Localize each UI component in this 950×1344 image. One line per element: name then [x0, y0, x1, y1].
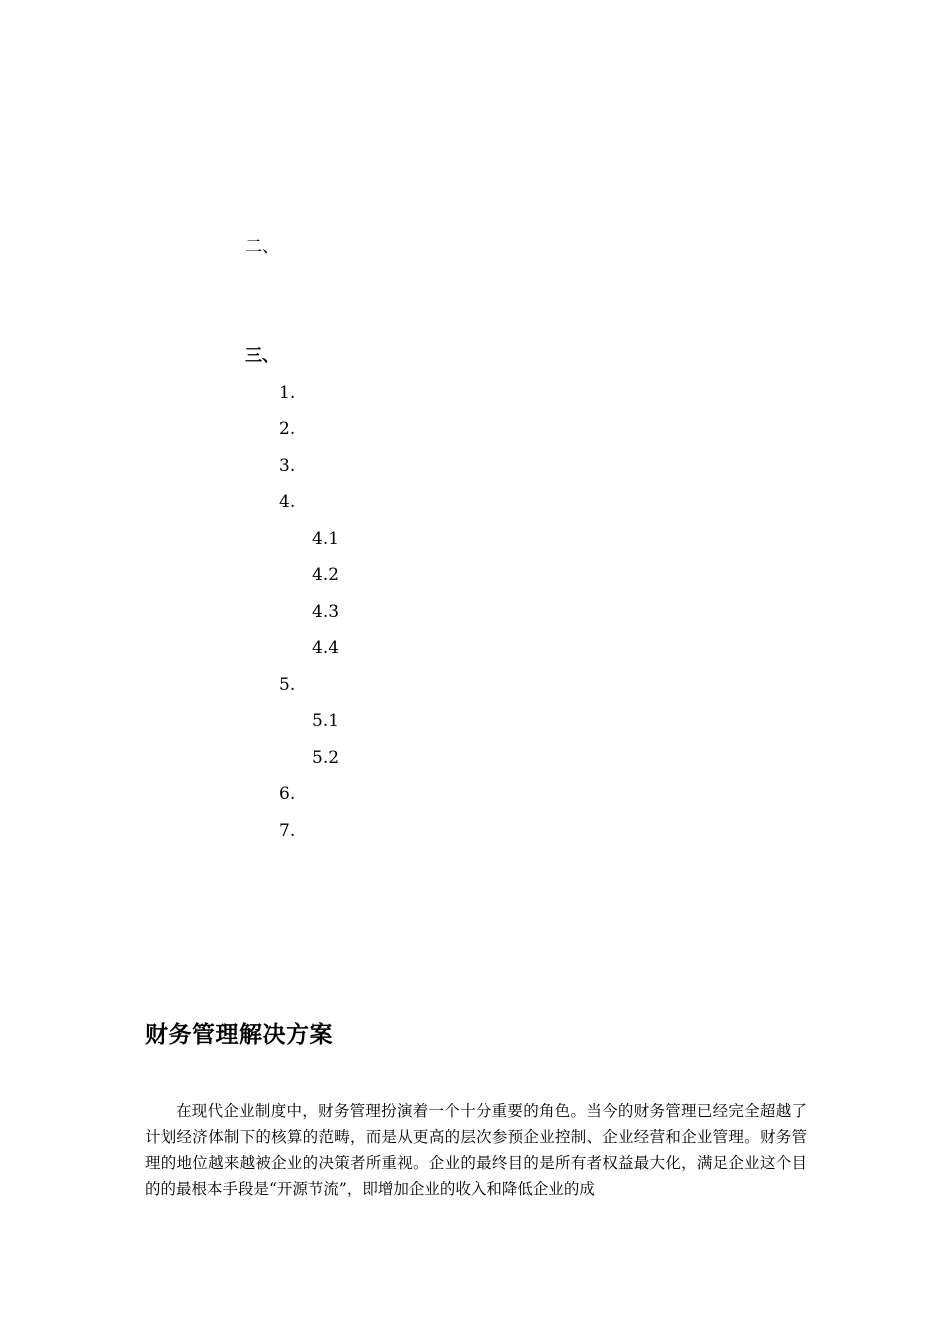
toc-entry-number: 1.: [279, 383, 296, 403]
toc-entry-number: 6.: [279, 784, 296, 804]
toc-entry-number: 5.: [279, 675, 296, 695]
toc-entry-number: 3.: [279, 456, 296, 476]
toc-entry-number: 4.1: [312, 529, 340, 549]
toc-entry-number: 二、: [245, 237, 279, 257]
toc-entry-number: 5.2: [312, 748, 340, 768]
toc-entry-number: 4.4: [312, 638, 340, 658]
toc-entry-number: 7.: [279, 821, 296, 841]
toc-entry-number: 4.3: [312, 602, 340, 622]
toc-entry-number: 三、: [245, 346, 279, 366]
paragraph-text: 在现代企业制度中，财务管理扮演着一个十分重要的角色。当今的财务管理已经完全超越了计划经济体制下的核算的范畴，而是从更高的层次参预企业控制、企业经营和企业管理。财务管理的地位越来越被企业的决策者所重视。企业的最终目的是所有者权益最大化，满足企业这个目的的最根本手段是“开源节流”，即增加企业的收入和降低企业的成: [145, 1102, 807, 1198]
toc-entry-number: 5.1: [312, 711, 340, 731]
toc-entry-number: 2.: [279, 419, 296, 439]
toc-entry-number: 4.2: [312, 565, 340, 585]
toc-entry-number: 4.: [279, 492, 296, 512]
section-heading: 财务管理解决方案: [145, 1022, 333, 1048]
body-paragraph: [145, 1098, 807, 1202]
